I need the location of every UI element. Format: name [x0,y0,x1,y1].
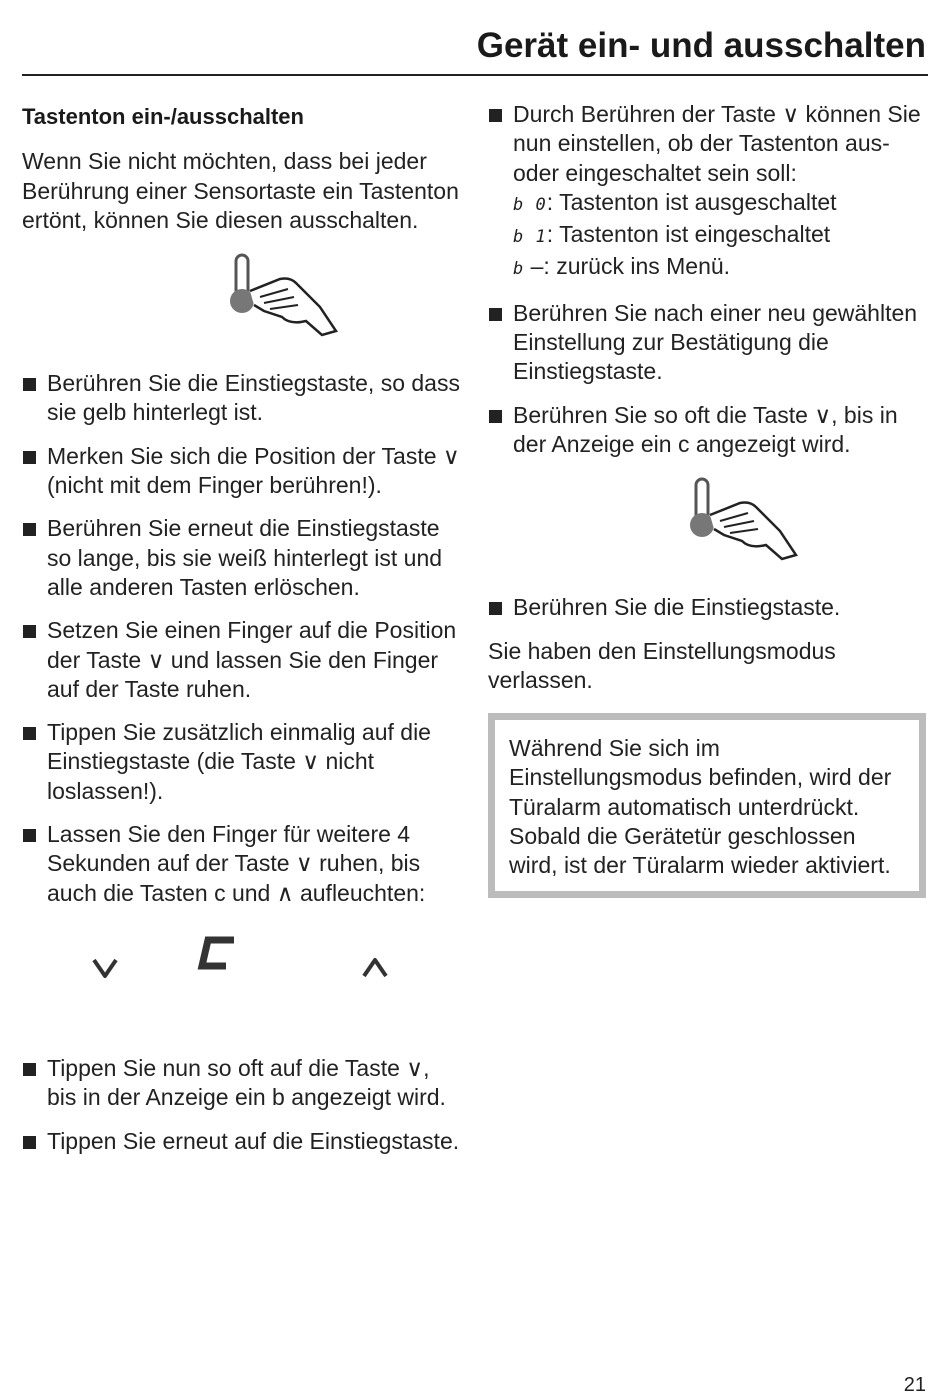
touch-sensor-icon [224,249,354,349]
list-item: Tippen Sie nun so oft auf die Taste ∨, bis in der Anzeige ein b angezeigt wird. [22,1054,462,1113]
bullet-square [489,410,502,423]
bullet-square [23,451,36,464]
right-column [488,100,926,898]
bullet-square [23,1136,36,1149]
bullet-square [23,625,36,638]
bullet-square [23,1063,36,1076]
control-panel-display [22,930,462,1040]
c-segment-icon [202,940,234,966]
bullet-square [23,829,36,842]
touch-sensor-figure [488,473,926,583]
list-item: Setzen Sie einen Finger auf die Position der Taste ∨ und lassen Sie den Finger auf der Taste ruhen. [22,616,462,704]
down-chevron-icon [94,960,116,976]
instruction-list-right [488,100,926,459]
intro-paragraph: Wenn Sie nicht möchten, dass bei jeder Berührung einer Sensortaste ein Tastenton ertönt, können Sie diesen ausschalten. [22,148,459,233]
instruction-list [22,369,462,908]
instruction-list-right-final [488,593,926,622]
bullet-square [23,727,36,740]
list-item: Berühren Sie so oft die Taste ∨, bis in der Anzeige ein c angezeigt wird. [488,401,926,460]
page-title: Gerät ein- und ausschalten [476,26,926,65]
left-column [22,100,462,1170]
page-number: 21 [903,1374,926,1396]
list-item: Berühren Sie erneut die Einstiegstaste so lange, bis sie weiß hinterlegt ist und alle anderen Tasten erlöschen. [22,514,462,602]
list-item: Merken Sie sich die Position der Taste ∨ (nicht mit dem Finger berühren!). [22,442,462,501]
list-item: Tippen Sie zusätzlich einmalig auf die Einstiegstaste (die Taste ∨ nicht loslassen!). [22,718,462,806]
closing-paragraph: Sie haben den Einstellungsmodus verlassen. [488,637,836,693]
bullet-square [489,308,502,321]
list-item: Berühren Sie nach einer neu gewählten Einstellung zur Bestätigung die Einstiegstaste. [488,299,926,387]
bullet-square [489,109,502,122]
bullet-square [489,602,502,615]
bullet-square [23,523,36,536]
list-item: Lassen Sie den Finger für weitere 4 Sekunden auf der Taste ∨ ruhen, bis auch die Tasten c und ∧ aufleuchten: [22,820,462,908]
up-chevron-icon [364,960,386,976]
touch-sensor-icon [684,473,814,573]
touch-sensor-figure [22,249,462,359]
note-text: Während Sie sich im Einstellungsmodus befinden, wird der Türalarm automatisch unterdrückt. Sobald die Gerätetür geschlossen wird, ist der Türalarm wieder aktiviert. [509,735,892,879]
header-rule [22,74,928,76]
list-item: Tippen Sie erneut auf die Einstiegstaste. [22,1127,462,1156]
display-code: b 1 [513,227,547,248]
display-code: b 0 [513,194,547,215]
instruction-list-continued [22,1054,462,1156]
bullet-square [23,378,36,391]
info-note-box [488,713,926,897]
section-heading: Tastenton ein-/ausschalten [22,104,304,129]
list-item: Durch Berühren der Taste ∨ können Sie nun einstellen, ob der Tastenton aus- oder eingeschaltet sein soll: b 0: Tastenton ist ausgeschaltet b 1: Tastenton ist eingeschaltet b –: zurück ins Menü. [488,100,926,285]
list-item: Berühren Sie die Einstiegstaste. [488,593,926,622]
display-code: b [513,259,525,280]
list-item: Berühren Sie die Einstiegstaste, so dass sie gelb hinterlegt ist. [22,369,462,428]
